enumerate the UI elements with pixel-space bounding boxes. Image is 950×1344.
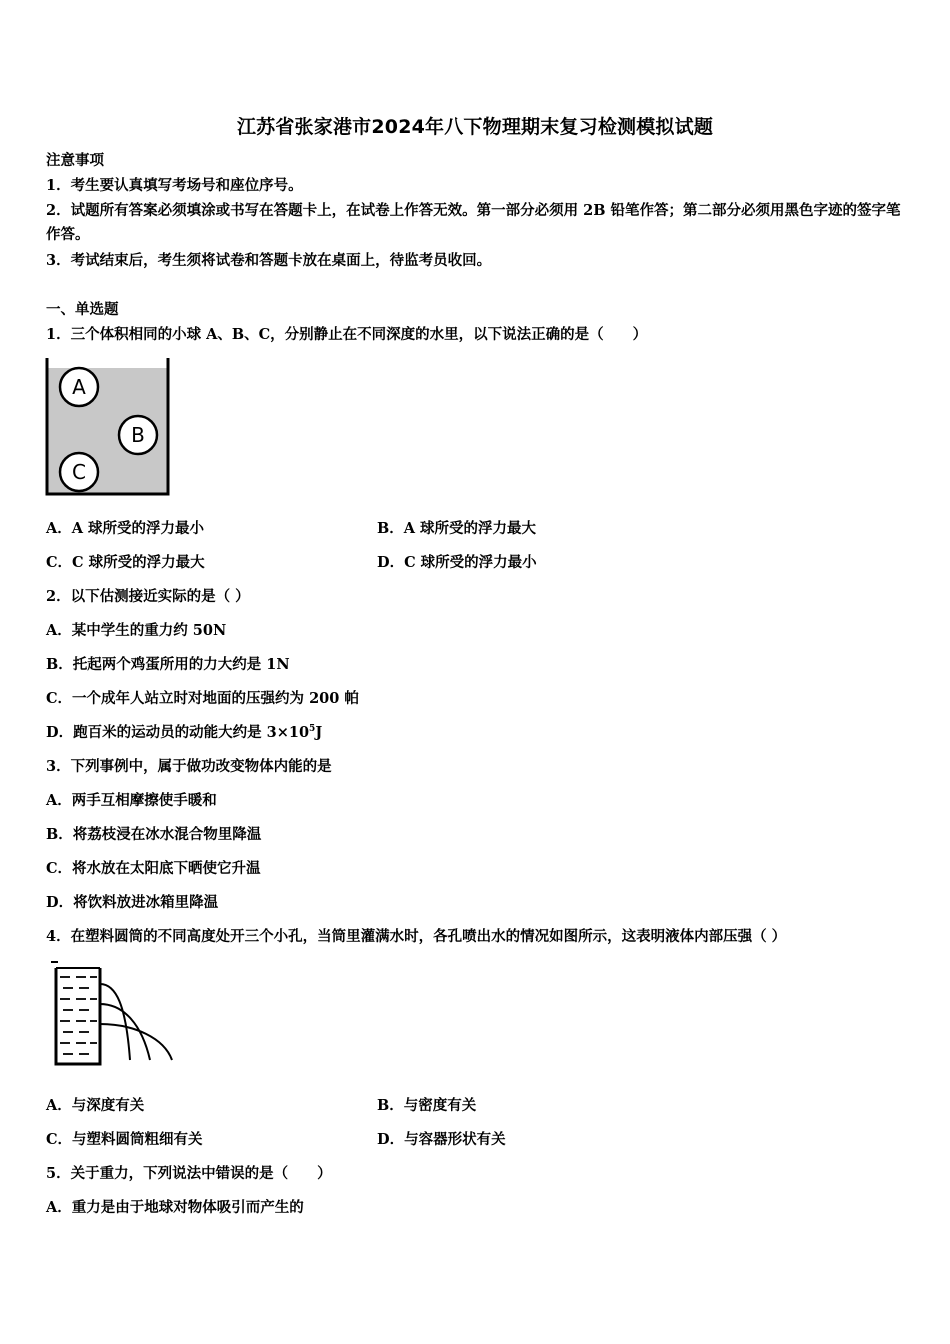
water-jets: [100, 984, 172, 1060]
question-2-option-d-exponent: 5: [309, 724, 316, 735]
ball-a: [60, 368, 98, 406]
jet-top: [100, 984, 130, 1060]
notice-item-3: 3．考试结束后，考生须将试卷和答题卡放在桌面上，待监考员收回。: [46, 252, 492, 269]
question-3-option-c: C．将水放在太阳底下晒使它升温: [46, 860, 261, 877]
question-1-option-c: C．C 球所受的浮力最大: [46, 554, 205, 571]
ball-c: [60, 453, 98, 491]
question-1-stem: 1．三个体积相同的小球 A、B、C，分别静止在不同深度的水里，以下说法正确的是（ ）: [46, 326, 648, 343]
ball-a-label: A: [72, 375, 86, 399]
question-4-figure: [46, 960, 178, 1070]
question-4-option-d: D．与容器形状有关: [377, 1131, 506, 1148]
question-2-option-d-text: D．跑百米的运动员的动能大约是 3×10: [46, 724, 310, 741]
question-4-option-a: A．与深度有关: [46, 1097, 145, 1114]
question-1-option-b: B．A 球所受的浮力最大: [377, 520, 537, 537]
question-1-option-a: A．A 球所受的浮力最小: [46, 520, 205, 537]
question-3-option-d: D．将饮料放进冰箱里降温: [46, 894, 219, 911]
question-2-option-d-unit: J: [315, 724, 323, 741]
question-4-option-c: C．与塑料圆筒粗细有关: [46, 1131, 203, 1148]
question-5-option-a: A．重力是由于地球对物体吸引而产生的: [46, 1199, 304, 1216]
question-2-option-d: [46, 724, 322, 742]
question-2-stem: 2．以下估测接近实际的是（ ）: [46, 588, 250, 605]
section-heading: 一、单选题: [46, 301, 119, 318]
notice-item-2: 2．试题所有答案必须填涂或书写在答题卡上，在试卷上作答无效。第一部分必须用 2B 铅笔作答；第二部分必须用黑色字迹的签字笔作答。: [46, 202, 901, 243]
question-2-option-b: B．托起两个鸡蛋所用的力大约是 1N: [46, 656, 290, 673]
question-3-option-b: B．将荔枝浸在冰水混合物里降温: [46, 826, 262, 843]
jet-bottom: [100, 1024, 172, 1060]
notice-heading: 注意事项: [46, 152, 104, 169]
ball-c-label: C: [72, 460, 86, 484]
question-2-option-a: A．某中学生的重力约 50N: [46, 622, 227, 639]
notice-item-1: 1．考生要认真填写考场号和座位序号。: [46, 177, 303, 194]
ball-b: [119, 416, 157, 454]
question-5-stem: 5．关于重力，下列说法中错误的是（ ）: [46, 1165, 332, 1182]
plastic-cylinder: [56, 968, 100, 1064]
ball-b-label: B: [131, 423, 145, 447]
page-title: 江苏省张家港市2024年八下物理期末复习检测模拟试题: [236, 116, 714, 138]
question-4-stem: 4．在塑料圆筒的不同高度处开三个小孔，当筒里灌满水时，各孔喷出水的情况如图所示，这表明液体内部压强（ ）: [46, 928, 787, 945]
question-4-option-b: B．与密度有关: [377, 1097, 477, 1114]
question-3-option-a: A．两手互相摩擦使手暖和: [46, 792, 217, 809]
question-1-figure: [44, 356, 172, 498]
water-dashes: [60, 977, 97, 1054]
question-2-option-c: C．一个成年人站立时对地面的压强约为 200 帕: [46, 690, 359, 707]
question-1-option-d: D．C 球所受的浮力最小: [377, 554, 537, 571]
question-3-stem: 3．下列事例中，属于做功改变物体内能的是: [46, 758, 332, 775]
